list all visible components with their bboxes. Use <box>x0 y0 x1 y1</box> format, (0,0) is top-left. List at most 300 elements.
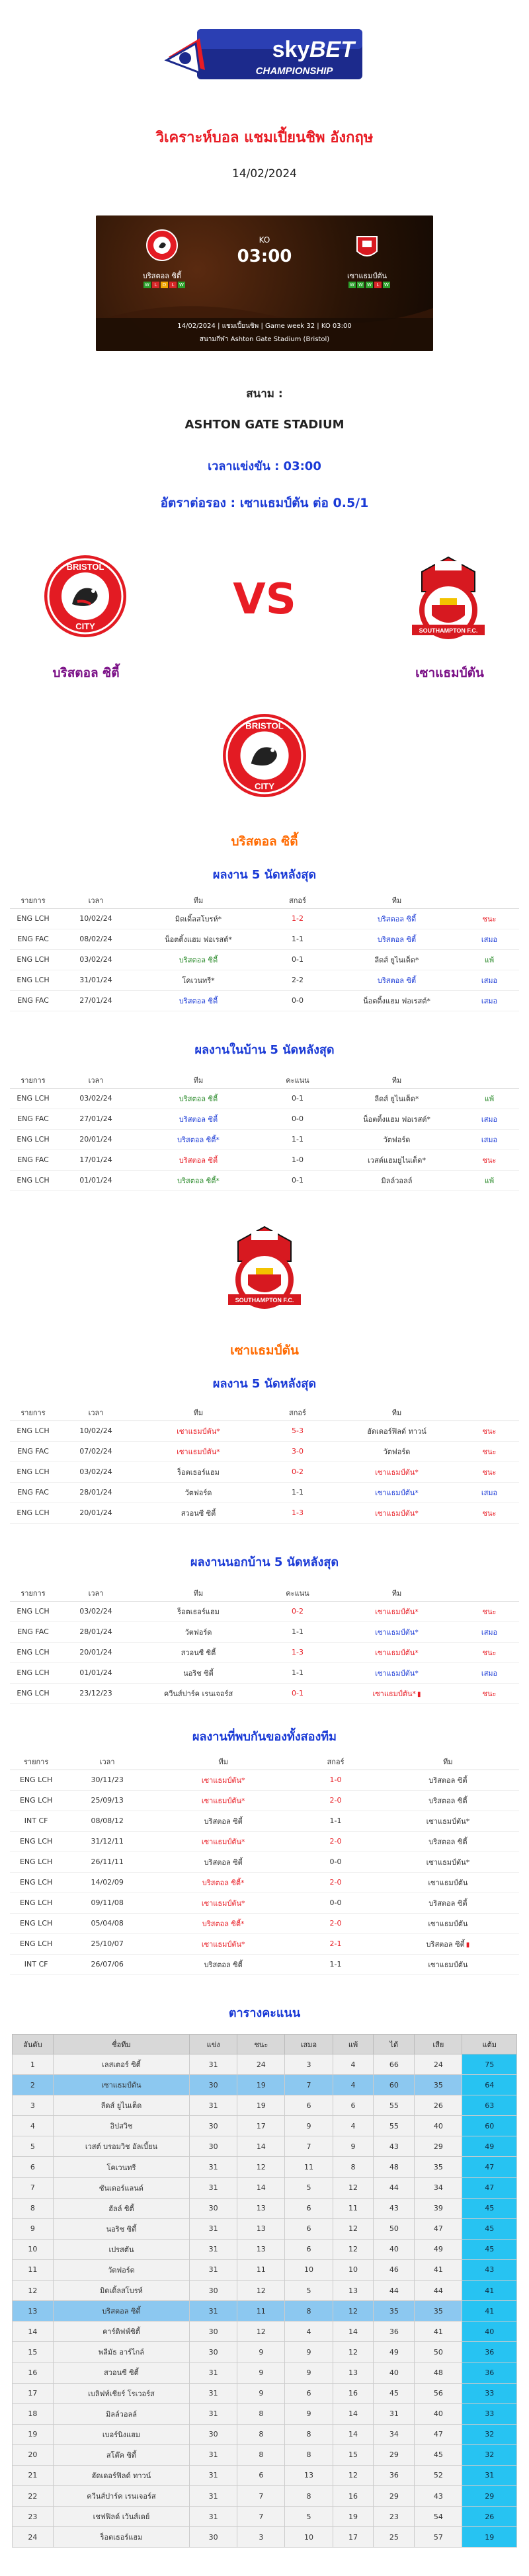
cell-date: 28/01/24 <box>56 1482 136 1503</box>
column-header: คะแนน <box>261 1072 334 1088</box>
cell-lost: 4 <box>333 2054 374 2075</box>
table-header-row <box>10 892 519 908</box>
cell-score: 1-1 <box>261 1129 334 1150</box>
cell-gf: 36 <box>374 2322 415 2342</box>
cell-drawn: 9 <box>285 2342 333 2362</box>
cell-points: 41 <box>462 2301 517 2322</box>
cell-gf: 46 <box>374 2259 415 2280</box>
cell-away-team: เซาแธมป์ตัน <box>377 1913 519 1933</box>
cell-gf: 44 <box>374 2281 415 2301</box>
match-date: 14/02/2024 <box>232 167 297 180</box>
column-header: รายการ <box>10 1405 56 1421</box>
cell-rank: 9 <box>13 2218 54 2239</box>
red-card-icon: ▮ <box>417 1690 421 1698</box>
table-row <box>10 1170 519 1190</box>
cell-rank: 21 <box>13 2465 54 2485</box>
cell-competition: ENG LCH <box>10 1683 56 1703</box>
column-header: รายการ <box>10 1072 56 1088</box>
banner-away-team: เซาแธมป์ตัน <box>346 272 387 280</box>
table-row <box>10 970 519 990</box>
home-last5-title: ผลงาน 5 นัดหลังสุด <box>212 868 317 882</box>
cell-competition: ENG FAC <box>10 1621 56 1642</box>
cell-lost: 12 <box>333 2177 374 2198</box>
svg-text:SOUTHAMPTON F.C.: SOUTHAMPTON F.C. <box>235 1297 294 1304</box>
cell-rank: 3 <box>13 2095 54 2116</box>
column-header: เวลา <box>56 1405 136 1421</box>
column-header: ทีม <box>334 892 460 908</box>
cell-home-team: วัตฟอร์ด <box>136 1621 261 1642</box>
column-header: เวลา <box>62 1754 152 1770</box>
cell-ga: 56 <box>415 2383 462 2403</box>
table-row <box>10 1150 519 1170</box>
logo-sky: sky <box>272 37 310 62</box>
cell-away-team: เซาแธมป์ตัน* <box>334 1642 460 1662</box>
cell-date: 07/02/24 <box>56 1441 136 1462</box>
cell-gf: 29 <box>374 2444 415 2465</box>
cell-played: 30 <box>190 2424 237 2444</box>
cell-won: 3 <box>237 2527 285 2548</box>
home-form <box>143 282 185 288</box>
cell-played: 30 <box>190 2116 237 2136</box>
ko-time: 03:00 <box>237 247 292 266</box>
cell-home-team: บริสตอล ซิตี้ <box>136 1088 261 1109</box>
cell-result: เสมอ <box>460 929 519 949</box>
cell-result: ชนะ <box>460 1503 519 1523</box>
cell-away-team: เซาแธมป์ตัน* <box>334 1621 460 1642</box>
league-row <box>13 2218 517 2239</box>
form-badge: L <box>152 282 159 288</box>
cell-home-team: บริสตอล ซิตี้ <box>136 949 261 970</box>
cell-date: 27/01/24 <box>56 990 136 1011</box>
cell-points: 63 <box>462 2095 517 2116</box>
cell-ga: 26 <box>415 2095 462 2116</box>
cell-lost: 12 <box>333 2218 374 2239</box>
home-home5-title: ผลงานในบ้าน 5 นัดหลังสุด <box>194 1043 335 1057</box>
cell-lost: 11 <box>333 2198 374 2218</box>
cell-date: 23/12/23 <box>56 1683 136 1703</box>
cell-rank: 4 <box>13 2116 54 2136</box>
cell-played: 31 <box>190 2259 237 2280</box>
cell-lost: 4 <box>333 2116 374 2136</box>
column-header: ทีม <box>136 1405 261 1421</box>
table-header-row <box>10 1585 519 1601</box>
vs-label: VS <box>233 575 296 624</box>
cell-ga: 54 <box>415 2507 462 2527</box>
cell-away-team: วัตฟอร์ด <box>334 1129 460 1150</box>
cell-home-team: เซาแธมป์ตัน* <box>136 1421 261 1441</box>
cell-competition: ENG LCH <box>10 1913 62 1933</box>
cell-home-team: เซาแธมป์ตัน* <box>152 1770 294 1790</box>
cell-home-team: สวอนซี ซิตี้ <box>136 1642 261 1662</box>
cell-rank: 19 <box>13 2424 54 2444</box>
cell-date: 20/01/24 <box>56 1642 136 1662</box>
cell-points: 32 <box>462 2424 517 2444</box>
cell-gf: 40 <box>374 2362 415 2383</box>
cell-team: ควีนส์ปาร์ค เรนเจอร์ส <box>53 2485 189 2506</box>
cell-away-team: บริสตอล ซิตี้ <box>377 1893 519 1913</box>
cell-rank: 20 <box>13 2444 54 2465</box>
column-header <box>460 1072 519 1088</box>
column-header: ทีม <box>334 1072 460 1088</box>
cell-ga: 40 <box>415 2403 462 2424</box>
league-column-header: แพ้ <box>333 2035 374 2054</box>
page-title: วิเคราะห์บอล แชมเปี้ยนชิพ อังกฤษ <box>155 130 374 146</box>
league-header-row <box>13 2035 517 2054</box>
cell-lost: 13 <box>333 2281 374 2301</box>
form-badge: L <box>374 282 382 288</box>
cell-away-team: น็อตติ้งแฮม ฟอเรสต์* <box>334 1109 460 1129</box>
league-column-header: ชื่อทีม <box>53 2035 189 2054</box>
cell-played: 30 <box>190 2075 237 2095</box>
cell-gf: 55 <box>374 2095 415 2116</box>
league-column-header: อันดับ <box>13 2035 54 2054</box>
cell-date: 25/10/07 <box>62 1933 152 1954</box>
cell-away-team: เซาแธมป์ตัน* <box>334 1482 460 1503</box>
cell-home-team: เซาแธมป์ตัน* <box>152 1831 294 1852</box>
league-row <box>13 2116 517 2136</box>
league-row <box>13 2075 517 2095</box>
cell-won: 13 <box>237 2218 285 2239</box>
cell-score: 0-0 <box>261 1109 334 1129</box>
table-row <box>10 1811 519 1831</box>
table-row <box>10 1462 519 1482</box>
red-card-icon: ▮ <box>466 1941 470 1949</box>
table-row <box>10 1421 519 1441</box>
cell-result: เสมอ <box>460 1621 519 1642</box>
cell-gf: 29 <box>374 2485 415 2506</box>
cell-points: 43 <box>462 2259 517 2280</box>
cell-result: ชนะ <box>460 1683 519 1703</box>
cell-home-team: บริสตอล ซิตี้ <box>136 990 261 1011</box>
cell-competition: ENG LCH <box>10 1421 56 1441</box>
cell-away-team: น็อตติ้งแฮม ฟอเรสต์* <box>334 990 460 1011</box>
cell-ga: 41 <box>415 2322 462 2342</box>
cell-rank: 8 <box>13 2198 54 2218</box>
cell-competition: ENG LCH <box>10 1601 56 1621</box>
league-row <box>13 2485 517 2506</box>
cell-won: 11 <box>237 2301 285 2322</box>
cell-won: 14 <box>237 2177 285 2198</box>
cell-points: 29 <box>462 2485 517 2506</box>
cell-points: 45 <box>462 2239 517 2259</box>
cell-team: สวอนซี ซิตี้ <box>53 2362 189 2383</box>
svg-text:CITY: CITY <box>254 781 275 791</box>
cell-team: ฮัลล์ ซิตี้ <box>53 2198 189 2218</box>
cell-gf: 45 <box>374 2383 415 2403</box>
table-row <box>10 1129 519 1150</box>
cell-home-team: บริสตอล ซิตี้* <box>152 1872 294 1893</box>
cell-points: 47 <box>462 2157 517 2177</box>
cell-played: 31 <box>190 2095 237 2116</box>
cell-played: 30 <box>190 2136 237 2157</box>
form-badge: L <box>169 282 177 288</box>
column-header: เวลา <box>56 1585 136 1601</box>
cell-date: 10/02/24 <box>56 1421 136 1441</box>
cell-team: ร็อตเธอร์แฮม <box>53 2527 189 2548</box>
banner-info: 14/02/2024 | แชมเปี้ยนชิพ | Game week 32 | KO 03:00 <box>177 323 352 330</box>
cell-team: เซาแธมป์ตัน <box>53 2075 189 2095</box>
league-row <box>13 2095 517 2116</box>
table-row <box>10 1662 519 1683</box>
cell-home-team: บริสตอล ซิตี้* <box>152 1913 294 1933</box>
cell-score: 2-0 <box>294 1913 377 1933</box>
cell-team: มิดเดิ้ลสโบรห์ <box>53 2281 189 2301</box>
cell-competition: ENG LCH <box>10 1893 62 1913</box>
cell-date: 14/02/09 <box>62 1872 152 1893</box>
cell-result: ชนะ <box>460 1421 519 1441</box>
cell-away-team: เซาแธมป์ตัน* ▮ <box>334 1683 460 1703</box>
cell-date: 01/01/24 <box>56 1662 136 1683</box>
cell-home-team: เซาแธมป์ตัน* <box>152 1790 294 1811</box>
cell-played: 31 <box>190 2507 237 2527</box>
cell-lost: 13 <box>333 2362 374 2383</box>
cell-competition: ENG LCH <box>10 1503 56 1523</box>
cell-played: 31 <box>190 2054 237 2075</box>
cell-team: คาร์ดิฟฟ์ซิตี้ <box>53 2322 189 2342</box>
column-header: สกอร์ <box>261 1405 334 1421</box>
cell-won: 13 <box>237 2239 285 2259</box>
cell-drawn: 7 <box>285 2136 333 2157</box>
cell-rank: 12 <box>13 2281 54 2301</box>
cell-result: เสมอ <box>460 1662 519 1683</box>
column-header: รายการ <box>10 1585 56 1601</box>
cell-rank: 24 <box>13 2527 54 2548</box>
cell-played: 31 <box>190 2383 237 2403</box>
cell-team: ลีดส์ ยูไนเต็ด <box>53 2095 189 2116</box>
kickoff-time: เวลาแข่งขัน : 03:00 <box>208 459 321 473</box>
league-row <box>13 2362 517 2383</box>
cell-rank: 15 <box>13 2342 54 2362</box>
cell-won: 12 <box>237 2157 285 2177</box>
cell-team: มิลล์วอลล์ <box>53 2403 189 2424</box>
cell-away-team: เวสต์แฮมยูไนเต็ด* <box>334 1150 460 1170</box>
cell-ga: 40 <box>415 2116 462 2136</box>
cell-drawn: 9 <box>285 2362 333 2383</box>
cell-played: 30 <box>190 2527 237 2548</box>
cell-home-team: เซาแธมป์ตัน* <box>136 1441 261 1462</box>
cell-score: 1-0 <box>294 1770 377 1790</box>
cell-competition: ENG LCH <box>10 1770 62 1790</box>
cell-date: 03/02/24 <box>56 1462 136 1482</box>
cell-drawn: 5 <box>285 2177 333 2198</box>
cell-ga: 41 <box>415 2259 462 2280</box>
cell-result: ชนะ <box>460 908 519 929</box>
cell-gf: 60 <box>374 2075 415 2095</box>
cell-home-team: ร็อตเธอร์แฮม <box>136 1462 261 1482</box>
table-header-row <box>10 1072 519 1088</box>
cell-won: 19 <box>237 2095 285 2116</box>
cell-won: 24 <box>237 2054 285 2075</box>
cell-away-team: เซาแธมป์ตัน* <box>334 1662 460 1683</box>
cell-lost: 15 <box>333 2444 374 2465</box>
cell-away-team: เซาแธมป์ตัน* <box>334 1601 460 1621</box>
cell-lost: 12 <box>333 2239 374 2259</box>
cell-rank: 10 <box>13 2239 54 2259</box>
cell-result: ชนะ <box>460 1441 519 1462</box>
cell-ga: 44 <box>415 2281 462 2301</box>
cell-team: เวสต์ บรอมวิช อัลเบี้ยน <box>53 2136 189 2157</box>
cell-gf: 43 <box>374 2136 415 2157</box>
column-header: ทีม <box>334 1585 460 1601</box>
cell-away-team: เซาแธมป์ตัน* <box>334 1462 460 1482</box>
cell-away-team: วัตฟอร์ด <box>334 1441 460 1462</box>
cell-date: 30/11/23 <box>62 1770 152 1790</box>
h2h-title: ผลงานที่พบกันของทั้งสองทีม <box>192 1730 337 1744</box>
cell-points: 75 <box>462 2054 517 2075</box>
form-badge: W <box>348 282 356 288</box>
form-badge: W <box>178 282 185 288</box>
cell-competition: ENG FAC <box>10 1150 56 1170</box>
cell-score: 0-1 <box>261 949 334 970</box>
cell-competition: ENG LCH <box>10 949 56 970</box>
cell-date: 03/02/24 <box>56 1088 136 1109</box>
cell-competition: ENG FAC <box>10 1109 56 1129</box>
cell-competition: ENG FAC <box>10 1441 56 1462</box>
cell-home-team: บริสตอล ซิตี้ <box>152 1811 294 1831</box>
cell-score: 2-2 <box>261 970 334 990</box>
cell-home-team: บริสตอล ซิตี้ <box>136 1109 261 1129</box>
cell-ga: 24 <box>415 2054 462 2075</box>
cell-score: 0-2 <box>261 1462 334 1482</box>
column-header <box>460 1405 519 1421</box>
cell-ga: 35 <box>415 2157 462 2177</box>
cell-competition: ENG LCH <box>10 1790 62 1811</box>
cell-drawn: 8 <box>285 2485 333 2506</box>
cell-date: 31/01/24 <box>56 970 136 990</box>
cell-away-team: เซาแธมป์ตัน* <box>377 1852 519 1872</box>
cell-date: 20/01/24 <box>56 1129 136 1150</box>
cell-date: 03/02/24 <box>56 949 136 970</box>
cell-home-team: บริสตอล ซิตี้* <box>136 1129 261 1150</box>
h2h-table <box>10 1754 519 1975</box>
cell-ga: 48 <box>415 2362 462 2383</box>
cell-lost: 4 <box>333 2075 374 2095</box>
column-header <box>460 892 519 908</box>
form-badge: W <box>383 282 390 288</box>
cell-won: 12 <box>237 2281 285 2301</box>
column-header: ทีม <box>377 1754 519 1770</box>
cell-competition: ENG FAC <box>10 1482 56 1503</box>
home-section-badge <box>222 713 307 799</box>
cell-points: 45 <box>462 2218 517 2239</box>
cell-home-team: ร็อตเธอร์แฮม <box>136 1601 261 1621</box>
cell-gf: 34 <box>374 2424 415 2444</box>
away-last5-title: ผลงาน 5 นัดหลังสุด <box>212 1377 317 1391</box>
cell-won: 9 <box>237 2342 285 2362</box>
league-column-header: ชนะ <box>237 2035 285 2054</box>
cell-result: แพ้ <box>460 1088 519 1109</box>
cell-home-team: สวอนซี ซิตี้ <box>136 1503 261 1523</box>
league-row <box>13 2281 517 2301</box>
cell-points: 26 <box>462 2507 517 2527</box>
cell-date: 31/12/11 <box>62 1831 152 1852</box>
cell-won: 8 <box>237 2424 285 2444</box>
cell-home-team: มิดเดิ้ลสโบรห์* <box>136 908 261 929</box>
cell-won: 13 <box>237 2198 285 2218</box>
cell-home-team: เซาแธมป์ตัน* <box>152 1893 294 1913</box>
cell-won: 9 <box>237 2383 285 2403</box>
league-row <box>13 2136 517 2157</box>
cell-drawn: 6 <box>285 2095 333 2116</box>
cell-points: 19 <box>462 2527 517 2548</box>
league-row <box>13 2342 517 2362</box>
cell-score: 2-0 <box>294 1790 377 1811</box>
cell-drawn: 7 <box>285 2075 333 2095</box>
cell-gf: 40 <box>374 2239 415 2259</box>
cell-ga: 35 <box>415 2075 462 2095</box>
cell-rank: 6 <box>13 2157 54 2177</box>
cell-rank: 17 <box>13 2383 54 2403</box>
column-header: ทีม <box>136 892 261 908</box>
home-section-title: บริสตอล ซิตี้ <box>231 834 298 849</box>
league-row <box>13 2465 517 2485</box>
cell-result: ชนะ <box>460 1601 519 1621</box>
league-row <box>13 2424 517 2444</box>
cell-score: 1-0 <box>261 1150 334 1170</box>
column-header: ทีม <box>152 1754 294 1770</box>
cell-home-team: ควีนส์ปาร์ค เรนเจอร์ส <box>136 1683 261 1703</box>
cell-drawn: 6 <box>285 2383 333 2403</box>
cell-team: เปรสตัน <box>53 2239 189 2259</box>
home-home5-table <box>10 1072 519 1191</box>
cell-drawn: 13 <box>285 2465 333 2485</box>
cell-gf: 48 <box>374 2157 415 2177</box>
cell-team: วัตฟอร์ด <box>53 2259 189 2280</box>
cell-score: 1-1 <box>261 929 334 949</box>
cell-points: 36 <box>462 2342 517 2362</box>
cell-drawn: 5 <box>285 2281 333 2301</box>
cell-gf: 66 <box>374 2054 415 2075</box>
cell-competition: ENG FAC <box>10 929 56 949</box>
away-team-badge <box>405 552 491 641</box>
cell-score: 0-0 <box>261 990 334 1011</box>
cell-competition: ENG LCH <box>10 1642 56 1662</box>
away-section-badge <box>220 1222 309 1311</box>
cell-competition: ENG LCH <box>10 970 56 990</box>
cell-points: 40 <box>462 2322 517 2342</box>
league-row <box>13 2507 517 2527</box>
cell-score: 1-3 <box>261 1642 334 1662</box>
table-row <box>10 1601 519 1621</box>
match-banner <box>96 215 433 351</box>
cell-away-team: เซาแธมป์ตัน <box>377 1872 519 1893</box>
cell-gf: 25 <box>374 2527 415 2548</box>
league-column-header: เสมอ <box>285 2035 333 2054</box>
cell-played: 31 <box>190 2218 237 2239</box>
cell-date: 26/11/11 <box>62 1852 152 1872</box>
cell-team: สโต๊ค ซิตี้ <box>53 2444 189 2465</box>
cell-ga: 29 <box>415 2136 462 2157</box>
table-row <box>10 1954 519 1974</box>
cell-gf: 50 <box>374 2218 415 2239</box>
table-row <box>10 1621 519 1642</box>
cell-score: 1-1 <box>294 1954 377 1974</box>
cell-won: 14 <box>237 2136 285 2157</box>
column-header: ทีม <box>334 1405 460 1421</box>
league-column-header: แข่ง <box>190 2035 237 2054</box>
away-away5-title: ผลงานนอกบ้าน 5 นัดหลังสุด <box>190 1555 339 1569</box>
cell-drawn: 6 <box>285 2198 333 2218</box>
cell-lost: 14 <box>333 2424 374 2444</box>
league-row <box>13 2198 517 2218</box>
cell-date: 26/07/06 <box>62 1954 152 1974</box>
cell-lost: 12 <box>333 2342 374 2362</box>
cell-ga: 47 <box>415 2218 462 2239</box>
cell-ga: 57 <box>415 2527 462 2548</box>
cell-ga: 49 <box>415 2239 462 2259</box>
cell-gf: 31 <box>374 2403 415 2424</box>
cell-away-team: ลีดส์ ยูไนเต็ด* <box>334 1088 460 1109</box>
